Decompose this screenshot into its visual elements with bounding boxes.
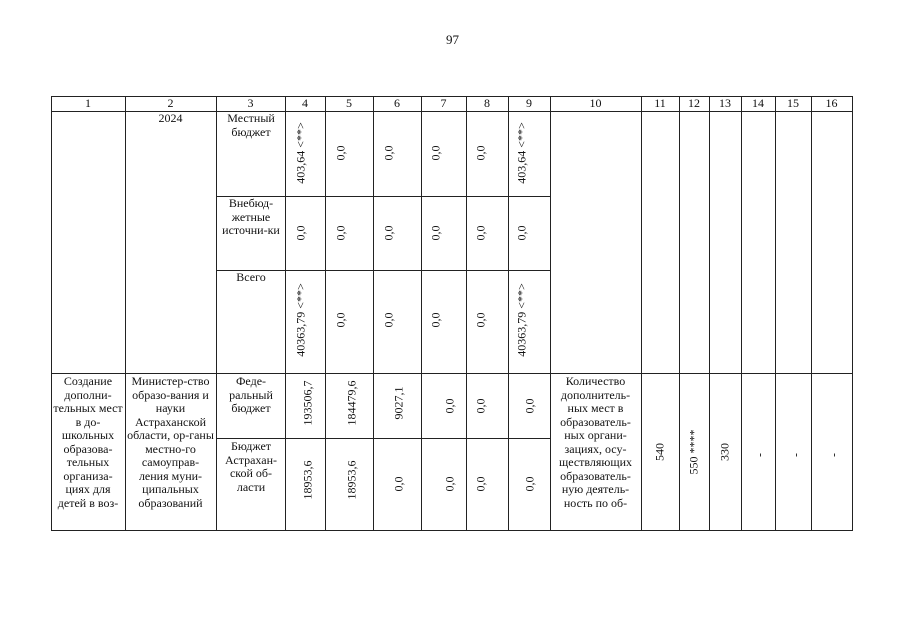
value-col11: 540 bbox=[652, 443, 667, 461]
value-col9: 0,0 bbox=[522, 476, 537, 492]
value-col4: 0,0 bbox=[293, 225, 308, 241]
value-col7: 0,0 bbox=[442, 398, 457, 414]
funding-source: Внебюд-жетные источни-ки bbox=[222, 197, 280, 237]
value-col8: 0,0 bbox=[473, 312, 488, 328]
year-cell: 2024 bbox=[158, 112, 183, 125]
col-border bbox=[550, 96, 551, 531]
value-col4: 403,64 <**> bbox=[293, 122, 308, 184]
page-number: 97 bbox=[446, 32, 459, 47]
funding-source: Всего bbox=[236, 271, 266, 284]
funding-source: Бюджет Астрахан-ской об-ласти bbox=[225, 440, 277, 494]
col-border bbox=[709, 96, 710, 531]
value-col4: 193506,7 bbox=[300, 380, 315, 426]
value-col5: 18953,6 bbox=[344, 460, 359, 500]
value-col16: - bbox=[826, 453, 841, 457]
value-col4: 40363,79 <**> bbox=[293, 283, 308, 357]
col-border bbox=[679, 96, 680, 531]
col-border bbox=[508, 96, 509, 531]
column-header: 6 bbox=[394, 96, 400, 110]
column-header: 14 bbox=[752, 96, 764, 110]
col-border bbox=[852, 96, 853, 531]
executor-name: Министер-ство образо-вания и науки Астраханской области, ор-ганы местно-го самоуправ-ления муни-ципальных образований bbox=[127, 375, 214, 510]
value-col15: - bbox=[788, 453, 803, 457]
value-col6: 0,0 bbox=[381, 225, 396, 241]
value-col9: 0,0 bbox=[522, 398, 537, 414]
col-border bbox=[811, 96, 812, 531]
value-col5: 0,0 bbox=[333, 145, 348, 161]
col-border bbox=[741, 96, 742, 531]
column-header: 9 bbox=[526, 96, 532, 110]
col-border bbox=[125, 96, 126, 531]
value-col9: 40363,79 <**> bbox=[514, 283, 529, 357]
value-col9: 0,0 bbox=[514, 225, 529, 241]
column-header: 3 bbox=[247, 96, 254, 110]
column-header: 4 bbox=[302, 96, 308, 110]
column-header: 15 bbox=[787, 96, 799, 110]
value-col7: 0,0 bbox=[428, 225, 443, 241]
col-border bbox=[641, 96, 642, 531]
col-border bbox=[421, 96, 422, 531]
value-col6: 0,0 bbox=[381, 145, 396, 161]
col-border bbox=[466, 96, 467, 531]
column-header: 8 bbox=[484, 96, 490, 110]
value-col8: 0,0 bbox=[473, 145, 488, 161]
col-border bbox=[775, 96, 776, 531]
column-header: 10 bbox=[589, 96, 602, 110]
col-border bbox=[285, 96, 286, 531]
column-header: 12 bbox=[688, 96, 700, 110]
column-header: 13 bbox=[719, 96, 731, 110]
col-border bbox=[325, 96, 326, 531]
value-col4: 18953,6 bbox=[300, 460, 315, 500]
column-header: 16 bbox=[825, 96, 838, 110]
value-col6: 0,0 bbox=[381, 312, 396, 328]
value-col12: 550 **** bbox=[686, 429, 701, 475]
value-col8: 0,0 bbox=[473, 225, 488, 241]
value-col8: 0,0 bbox=[473, 476, 488, 492]
indicator-name: Количество дополнитель-ных мест в образователь-ных органи-зациях, осу-ществляющих образователь-ную деятель-ность по об- bbox=[558, 375, 633, 510]
value-col13: 330 bbox=[717, 443, 732, 461]
block-separator bbox=[51, 373, 853, 374]
column-header: 5 bbox=[346, 96, 352, 110]
value-col5: 184479,6 bbox=[344, 380, 359, 426]
value-col6: 9027,1 bbox=[391, 386, 406, 420]
value-col7: 0,0 bbox=[428, 312, 443, 328]
value-col7: 0,0 bbox=[442, 476, 457, 492]
value-col6: 0,0 bbox=[391, 476, 406, 492]
col-border bbox=[51, 96, 52, 531]
column-header: 1 bbox=[85, 96, 91, 110]
column-header: 7 bbox=[440, 96, 447, 110]
value-col5: 0,0 bbox=[333, 312, 348, 328]
value-col9: 403,64 <**> bbox=[514, 122, 529, 184]
row-separator bbox=[216, 438, 550, 439]
column-header: 11 bbox=[654, 96, 666, 110]
funding-source: Местный бюджет bbox=[227, 112, 275, 139]
value-col5: 0,0 bbox=[333, 225, 348, 241]
value-col14: - bbox=[752, 453, 767, 457]
col-border bbox=[373, 96, 374, 531]
measure-name: Создание дополни-тельных мест в до-школьных образова-тельных организа-циях для детей в воз- bbox=[53, 375, 123, 510]
value-col8: 0,0 bbox=[473, 398, 488, 414]
col-border bbox=[216, 96, 217, 531]
table-border-bottom bbox=[51, 530, 853, 531]
funding-source: Феде-ральный бюджет bbox=[229, 375, 273, 415]
value-col7: 0,0 bbox=[428, 145, 443, 161]
column-header: 2 bbox=[167, 96, 174, 110]
